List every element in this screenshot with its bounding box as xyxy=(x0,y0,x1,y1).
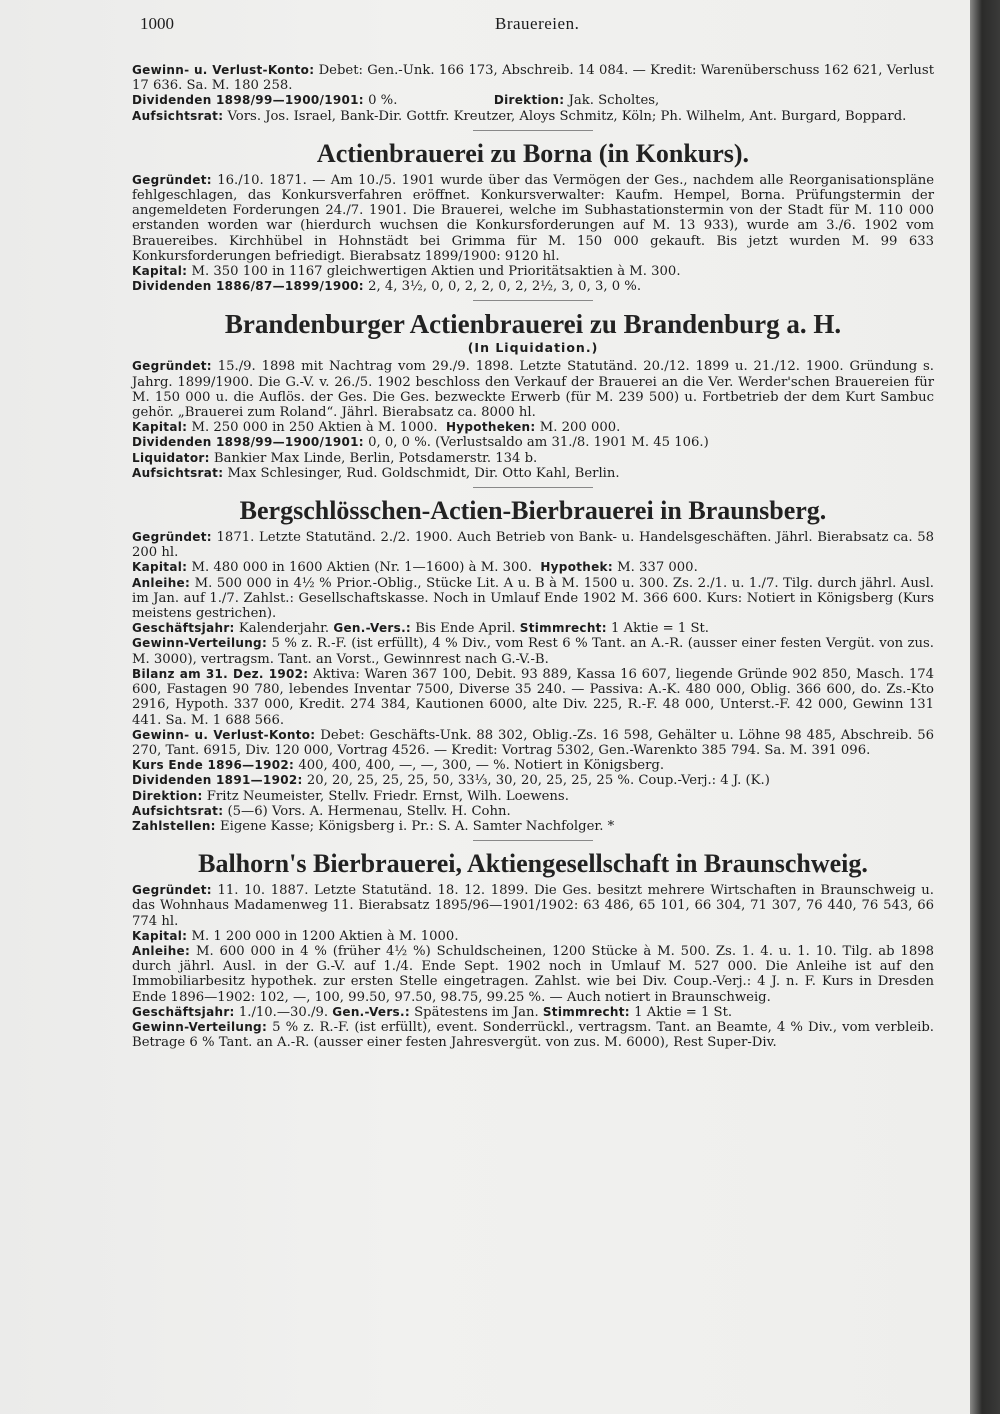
divider xyxy=(473,300,593,301)
book-binding-edge xyxy=(970,0,1000,1414)
paragraph: Dividenden 1898/99—1900/1901: 0 %. Direktion: Jak. Scholtes, xyxy=(132,93,660,109)
divider xyxy=(473,840,593,841)
paragraph: Anleihe: M. 600 000 in 4 % (früher 4½ %) Schuldscheinen, 1200 Stücke à M. 500. Zs. 1. 4. u. 1. 10. Tilg. ab 1898 durch jährl. Ausl. in der G.-V. auf 1./4. Ende Sept. 1902 noch in Umlauf M. 527 000. Die Anleihe ist auf den Immobiliarbesitz hypothek. zur ersten Stelle eingetragen. Zahlst. wie bei Div. Coup.-Verj.: 4 J. n. F. Kurs in Dresden Ende 1896—1902: 102, —, 100, 99.50, 97.50, 98.75, 99.25 %. — Auch notiert in Braunschweig. xyxy=(132,943,934,1005)
paragraph: Kapital: M. 350 100 in 1167 gleichwertigen Aktien und Prioritätsaktien à M. 300. xyxy=(132,264,681,280)
company-title-braunschweig: Balhorn's Bierbrauerei, Aktiengesellschaft in Braunschweig. xyxy=(198,849,868,879)
paragraph: Kapital: M. 1 200 000 in 1200 Aktien à M. 1000. xyxy=(132,928,459,944)
company-title-braunsberg: Bergschlösschen-Actien-Bierbrauerei in Braunsberg. xyxy=(239,496,827,526)
paragraph: Aufsichtsrat: Max Schlesinger, Rud. Goldschmidt, Dir. Otto Kahl, Berlin. xyxy=(132,465,620,481)
paragraph: Bilanz am 31. Dez. 1902: Aktiva: Waren 367 100, Debit. 93 889, Kassa 16 607, liegende Gründe 902 850, Masch. 174 600, Fastagen 90 780, lebendes Inventar 7500, Diverse 35 240. — Passiva: A.-K. 480 000, Oblig. 366 600, do. Zs.-Kto 2916, Hypoth. 337 000, Kredit. 274 384, Kautionen 6000, alte Div. 225, R.-F. 48 000, Unterst.-F. 42 000, Gewinn 131 441. Sa. M. 1 688 566. xyxy=(132,666,935,728)
paragraph: Gewinn- u. Verlust-Konto: Debet: Gen.-Unk. 166 173, Abschreib. 14 084. — Kredit: Warenüberschuss 162 621, Verlust 17 636. Sa. M. 180 258. xyxy=(132,63,934,94)
page-header xyxy=(140,14,940,40)
paragraph: Gewinn-Verteilung: 5 % z. R.-F. (ist erfüllt), event. Sonderrückl., vertragsm. Tant. an Beamte, 4 % Div., vom verbleib. Betrage 6 % Tant. an A.-R. (ausser einer festen Jahresvergüt. von zus. M. 6000), Rest Super-Div. xyxy=(132,1019,934,1051)
company-title-borna: Actienbrauerei zu Borna (in Konkurs). xyxy=(316,138,750,168)
paragraph: Gegründet: 11. 10. 1887. Letzte Statutänd. 18. 12. 1899. Die Ges. besitzt mehrere Wirtschaften in Braunschweig u. das Wohnhaus Madamenweg 11. Bierabsatz 1895/96—1901/1902: 63 486, 65 101, 66 304, 71 307, 76 440, 76 543, 66 774 hl. xyxy=(132,883,934,929)
company-entry-braunschweig xyxy=(132,883,934,1050)
paragraph: Geschäftsjahr: 1./10.—30./9. Gen.-Vers.: Spätestens im Jan. Stimmrecht: 1 Aktie = 1 St. xyxy=(132,1004,733,1020)
entry-continuation xyxy=(132,63,934,124)
company-entry-braunsberg xyxy=(132,530,934,834)
paragraph: Gegründet: 16./10. 1871. — Am 10./5. 1901 wurde über das Vermögen der Ges., nachdem alle Reorganisationspläne fehlgeschlagen, das Konkursverfahren eröffnet. Konkursverwalter: Kaufm. Hempel, Borna. Prüfungstermin der angemeldeten Forderungen 24./7. 1901. Die Brauerei, welche im Subhastationstermin von der Stadt für M. 110 000 erstanden worden war (hierdurch wuchsen die Konkursforderungen auf M. 13 933), wurde am 3./6. 1902 vom Brauereibes. Kirchhübel in Hohnstädt bei Grimma für M. 150 000 gekauft. Bis jetzt wurden M. 99 633 Konkursforderungen befriedigt. Bierabsatz 1899/1900: 9120 hl. xyxy=(132,172,934,264)
running-head: Brauereien. xyxy=(495,14,580,33)
paragraph: Geschäftsjahr: Kalenderjahr. Gen.-Vers.: Bis Ende April. Stimmrecht: 1 Aktie = 1 St. xyxy=(132,621,709,637)
page-number: 1000 xyxy=(140,14,174,33)
paragraph: Zahlstellen: Eigene Kasse; Königsberg i. Pr.: S. A. Samter Nachfolger. * xyxy=(132,818,615,834)
paragraph: Liquidator: Bankier Max Linde, Berlin, Potsdamerstr. 134 b. xyxy=(132,450,538,466)
company-title-brandenburg: Brandenburger Actienbrauerei zu Brandenburg a. H. xyxy=(224,309,842,340)
paragraph: Direktion: Fritz Neumeister, Stellv. Friedr. Ernst, Wilh. Loewens. xyxy=(132,788,569,804)
paragraph: Kurs Ende 1896—1902: 400, 400, 400, —, —, 300, — %. Notiert in Königsberg. xyxy=(132,758,665,774)
paragraph: Kapital: M. 480 000 in 1600 Aktien (Nr. 1—1600) à M. 300. Hypothek: M. 337 000. xyxy=(132,560,698,576)
paragraph: Anleihe: M. 500 000 in 4½ % Prior.-Oblig., Stücke Lit. A u. B à M. 1500 u. 300. Zs. 2./1. u. 1./7. Tilg. durch jährl. Ausl. im Jan. auf 1./7. Zahlst.: Gesellschaftskasse. Noch in Umlauf Ende 1902 M. 366 600. Kurs: Notiert in Königsberg (Kurs meistens gestrichen). xyxy=(132,575,934,622)
company-subtitle-brandenburg: (In Liquidation.) xyxy=(467,340,599,356)
paragraph: Gewinn- u. Verlust-Konto: Debet: Geschäfts-Unk. 88 302, Oblig.-Zs. 16 598, Gehälter u. Löhne 98 485, Abschreib. 56 270, Tant. 6915, Div. 120 000, Vortrag 4526. — Kredit: Vortrag 5302, Gen.-Warenkto 385 794. Sa. M. 391 096. xyxy=(132,727,934,758)
divider xyxy=(473,130,593,131)
company-entry-brandenburg xyxy=(132,359,934,481)
company-entry-borna xyxy=(132,173,934,295)
paragraph: Dividenden 1898/99—1900/1901: 0, 0, 0 %. (Verlustsaldo am 31./8. 1901 M. 45 106.) xyxy=(132,435,709,451)
paragraph: Kapital: M. 250 000 in 250 Aktien à M. 1000. Hypotheken: M. 200 000. xyxy=(132,420,621,436)
page-content xyxy=(132,63,934,1050)
paragraph: Gegründet: 1871. Letzte Statutänd. 2./2. 1900. Auch Betrieb von Bank- u. Handelsgeschäften. Jährl. Bierabsatz ca. 58 200 hl. xyxy=(132,530,934,561)
paragraph: Dividenden 1886/87—1899/1900: 2, 4, 3½, 0, 0, 2, 2, 0, 2, 2½, 3, 0, 3, 0 %. xyxy=(132,279,642,295)
paragraph: Gegründet: 15./9. 1898 mit Nachtrag vom 29./9. 1898. Letzte Statutänd. 20./12. 1899 u. 21./12. 1900. Gründung s. Jahrg. 1899/1900. Die G.-V. v. 26./5. 1902 beschloss den Verkauf der Brauerei an die Ver. Werder'schen Brauereien für M. 150 000 u. die Auflös. der Ges. Die Ges. bezweckte Erwerb (für M. 239 500) u. Fortbetrieb der dem Kurt Sambuc gehör. „Brauerei zum Roland“. Jährl. Bierabsatz ca. 8000 hl. xyxy=(132,359,934,421)
paragraph: Aufsichtsrat: Vors. Jos. Israel, Bank-Dir. Gottfr. Kreutzer, Aloys Schmitz, Köln; Ph. Wilhelm, Ant. Burgard, Boppard. xyxy=(132,108,907,124)
paragraph: Dividenden 1891—1902: 20, 20, 25, 25, 25, 50, 33⅓, 30, 20, 25, 25, 25 %. Coup.-Verj.: 4 J. (K.) xyxy=(132,773,770,789)
divider xyxy=(473,487,593,488)
paragraph: Gewinn-Verteilung: 5 % z. R.-F. (ist erfüllt), 4 % Div., vom Rest 6 % Tant. an A.-R. (ausser einer festen Vergüt. von zus. M. 3000), vertragsm. Tant. an Vorst., Gewinnrest nach G.-V.-B. xyxy=(132,636,934,667)
paragraph: Aufsichtsrat: (5—6) Vors. A. Hermenau, Stellv. H. Cohn. xyxy=(132,803,511,819)
